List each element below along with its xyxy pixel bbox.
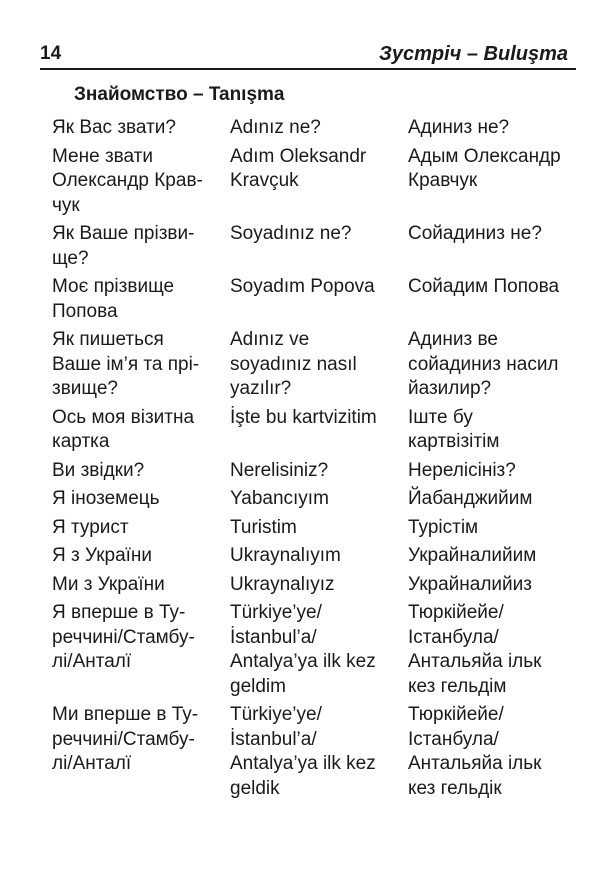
turkish-phrase: İşte bu kartvizitim [230,406,377,428]
transliteration: Тюркійейе/ Істанбула/ Антальяйа ільк кез гельдік [408,704,542,799]
transliteration: Сойадиниз не? [408,223,542,244]
turkish-phrase: Türkiye’ye/ İstanbul’a/ Antalya’ya ilk kez geldik [230,704,376,799]
ukrainian-phrase: Я турист [52,516,129,538]
transliteration: Нерелісініз? [408,459,516,481]
transliteration: Адиниз не? [408,117,510,138]
turkish-phrase: Adınız ne? [230,117,321,138]
ukrainian-phrase: Ось моя візитна картка [52,406,195,452]
transliteration: Адым Олександр Кравчук [408,145,561,191]
turkish-phrase: Türkiye’ye/ İstanbul’a/ Antalya’ya ilk kez geldim [230,602,376,697]
turkish-phrase: Adım Oleksandr Kravçuk [230,145,367,191]
phrase-table [52,116,582,805]
transliteration: Йабанджийим [408,488,533,509]
ukrainian-phrase: Я іноземець [52,488,160,509]
phrase-row [52,406,582,459]
ukrainian-phrase: Як Ваше прізви- ще? [52,223,195,269]
phrase-row [52,573,582,602]
ukrainian-phrase: Як Вас звати? [52,117,176,138]
turkish-phrase: Ukraynalıyız [230,573,335,595]
ukrainian-phrase: Ми з України [52,573,165,595]
phrase-row [52,328,582,406]
phrase-row [52,544,582,573]
turkish-phrase: Soyadım Popova [230,276,375,297]
transliteration: Адиниз ве сойадиниз насил йазилир? [408,329,559,399]
transliteration: Тюркійейе/ Істанбула/ Антальяйа ільк кез гельдім [408,602,542,697]
ukrainian-phrase: Я з України [52,545,153,566]
ukrainian-phrase: Мене звати Олександр Крав- чук [52,145,203,216]
turkish-phrase: Turistim [230,516,297,538]
transliteration: Украйналийиз [408,573,532,595]
transliteration: Іште бу картвізітім [408,406,500,452]
ukrainian-phrase: Як пишеться Ваше ім’я та прі- звище? [52,329,200,399]
phrase-row [52,459,582,488]
turkish-phrase: Nerelisiniz? [230,459,329,481]
transliteration: Турістім [408,516,479,538]
phrase-row [52,703,582,805]
phrase-row [52,222,582,275]
ukrainian-phrase: Ви звідки? [52,459,145,481]
phrase-row [52,116,582,145]
ukrainian-phrase: Я вперше в Ту- реччині/Стамбу- лі/Анталї [52,602,195,672]
running-header [40,42,576,70]
phrase-row [52,601,582,703]
transliteration: Украйналийим [408,545,537,566]
turkish-phrase: Ukraynalıyım [230,545,341,566]
transliteration: Сойадим Попова [408,276,560,297]
phrase-row [52,516,582,545]
phrase-row [52,487,582,516]
phrase-row [52,275,582,328]
chapter-title: Зустріч – Buluşma [378,43,568,65]
phrase-row [52,145,582,223]
turkish-phrase: Soyadınız ne? [230,223,352,244]
turkish-phrase: Yabancıyım [230,488,329,509]
ukrainian-phrase: Моє прізвище Попова [52,276,175,322]
turkish-phrase: Adınız ve soyadınız nasıl yazılır? [230,329,357,399]
ukrainian-phrase: Ми вперше в Ту- реччині/Стамбу- лі/Анталї [52,704,199,774]
page-number: 14 [40,43,62,64]
section-heading: Знайомство – Tanışma [74,84,285,105]
